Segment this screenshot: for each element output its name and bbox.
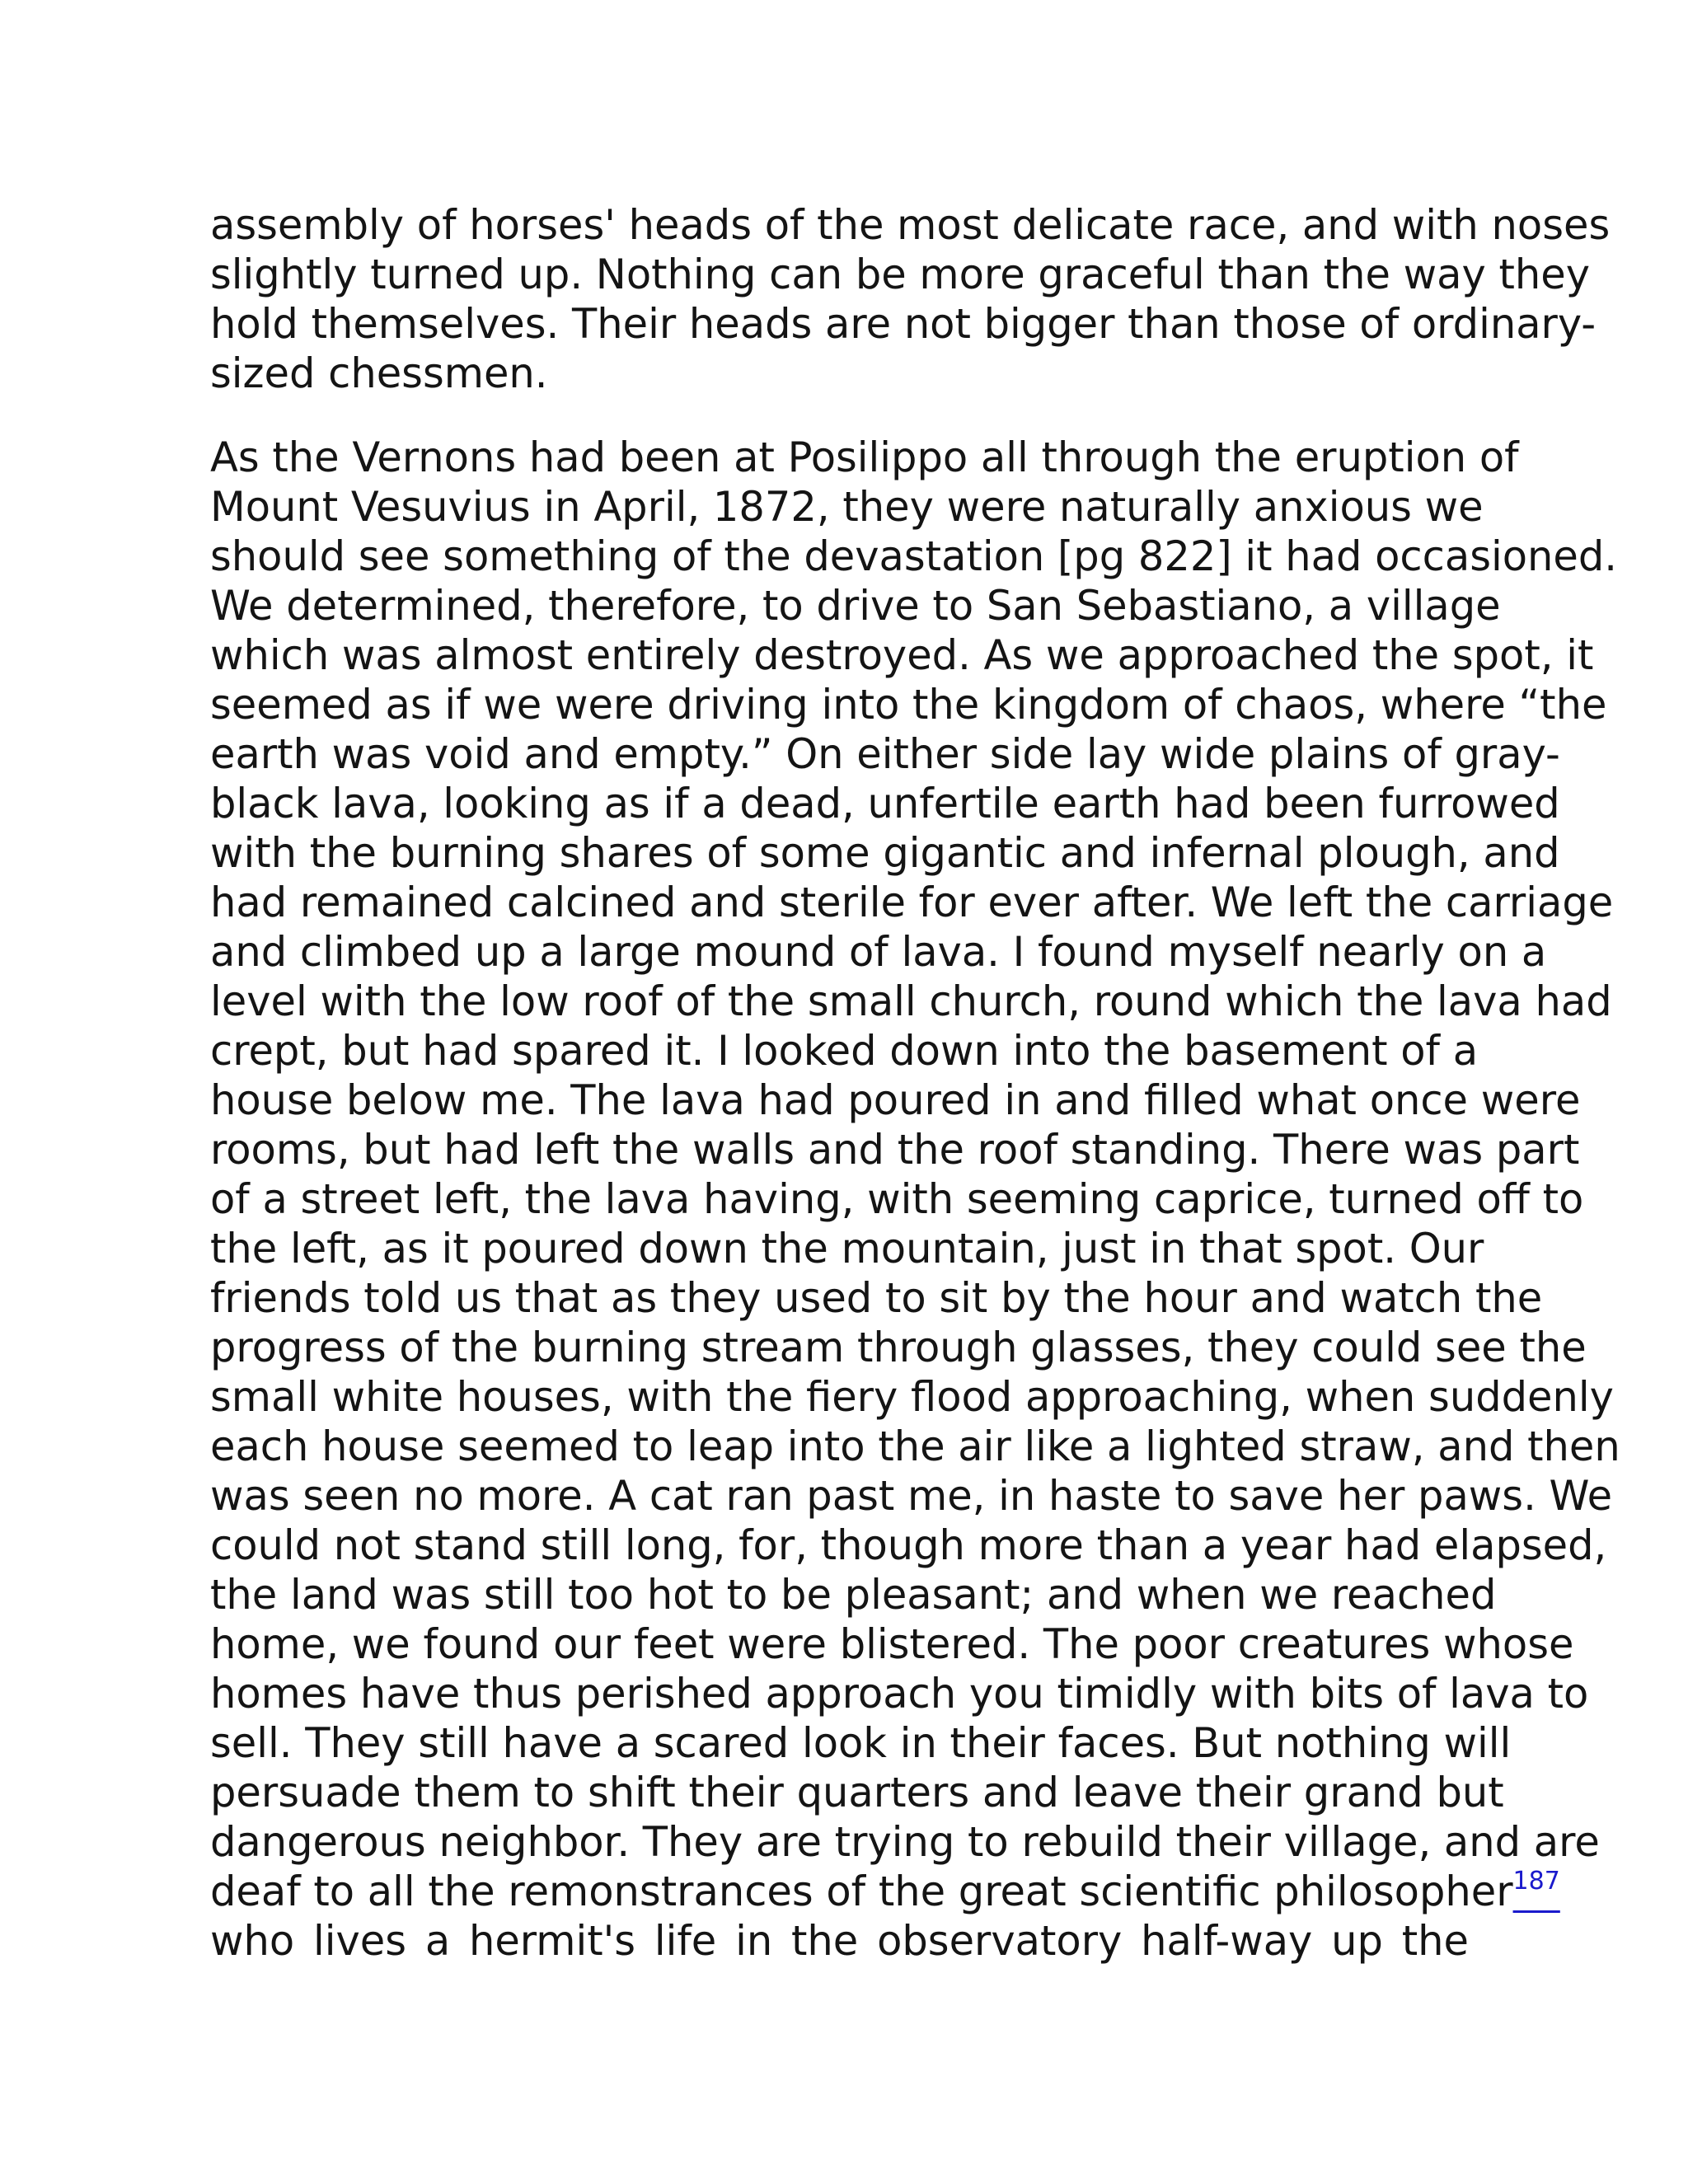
text-line: had remained calcined and sterile for ever after. We left the carriage <box>210 879 1614 926</box>
text-line: each house seemed to leap into the air like a lighted straw, and then <box>210 1422 1620 1470</box>
text-line: friends told us that as they used to sit by the hour and watch the <box>210 1274 1543 1322</box>
text-line: the land was still too hot to be pleasant; and when we reached <box>210 1571 1497 1619</box>
text-line: hold themselves. Their heads are not bigger than those of ordinary- <box>210 300 1597 348</box>
text-line: rooms, but had left the walls and the roof standing. There was part <box>210 1126 1580 1174</box>
text-line: with the burning shares of some gigantic and infernal plough, and <box>210 829 1560 877</box>
text-line: should see something of the devastation [pg 822] it had occasioned. <box>210 532 1618 580</box>
text-line: which was almost entirely destroyed. As we approached the spot, it <box>210 631 1594 679</box>
paragraph-2 <box>210 433 1620 1966</box>
text-line: earth was void and empty.” On either side lay wide plains of gray- <box>210 730 1560 778</box>
text-line: crept, but had spared it. I looked down into the basement of a <box>210 1027 1479 1075</box>
text-line-with-footnote <box>210 1867 1560 1916</box>
paragraph-spacer <box>210 398 1469 433</box>
text-line: As the Vernons had been at Posilippo all through the eruption of <box>210 434 1519 481</box>
text-line: sell. They still have a scared look in their faces. But nothing will <box>210 1719 1512 1767</box>
text-line: We determined, therefore, to drive to San Sebastiano, a village <box>210 582 1501 630</box>
text-line: house below me. The lava had poured in and filled what once were <box>210 1076 1581 1124</box>
text-line: homes have thus perished approach you timidly with bits of lava to <box>210 1670 1589 1718</box>
paragraph-1 <box>210 200 1611 398</box>
text-line: black lava, looking as if a dead, unfertile earth had been furrowed <box>210 780 1560 827</box>
text-line: of a street left, the lava having, with seeming caprice, turned off to <box>210 1175 1584 1223</box>
text-line: progress of the burning stream through glasses, they could see the <box>210 1324 1587 1371</box>
text-line: assembly of horses' heads of the most delicate race, and with noses <box>210 201 1611 249</box>
text-line: who lives a hermit's life in the observatory half-way up the <box>210 1917 1469 1965</box>
text-line: dangerous neighbor. They are trying to rebuild their village, and are <box>210 1818 1600 1866</box>
text-line: sized chessmen. <box>210 349 548 397</box>
text-line: could not stand still long, for, though more than a year had elapsed, <box>210 1521 1607 1569</box>
text-line: the left, as it poured down the mountain, just in that spot. Our <box>210 1225 1484 1272</box>
text-line: was seen no more. A cat ran past me, in haste to save her paws. We <box>210 1472 1613 1520</box>
text-line: seemed as if we were driving into the kingdom of chaos, where “the <box>210 681 1607 729</box>
text-line-content: deaf to all the remonstrances of the great scientific philosopher <box>210 1868 1513 1915</box>
text-line: level with the low roof of the small church, round which the lava had <box>210 977 1612 1025</box>
text-line: and climbed up a large mound of lava. I found myself nearly on a <box>210 928 1547 976</box>
text-line: home, we found our feet were blistered. The poor creatures whose <box>210 1620 1574 1668</box>
text-line: small white houses, with the fiery flood approaching, when suddenly <box>210 1373 1614 1421</box>
text-line: Mount Vesuvius in April, 1872, they were naturally anxious we <box>210 483 1484 531</box>
text-line: slightly turned up. Nothing can be more graceful than the way they <box>210 251 1591 298</box>
page-body <box>210 200 1620 1966</box>
footnote-link[interactable]: 187 <box>1512 1867 1560 1896</box>
text-line: persuade them to shift their quarters and leave their grand but <box>210 1769 1504 1816</box>
